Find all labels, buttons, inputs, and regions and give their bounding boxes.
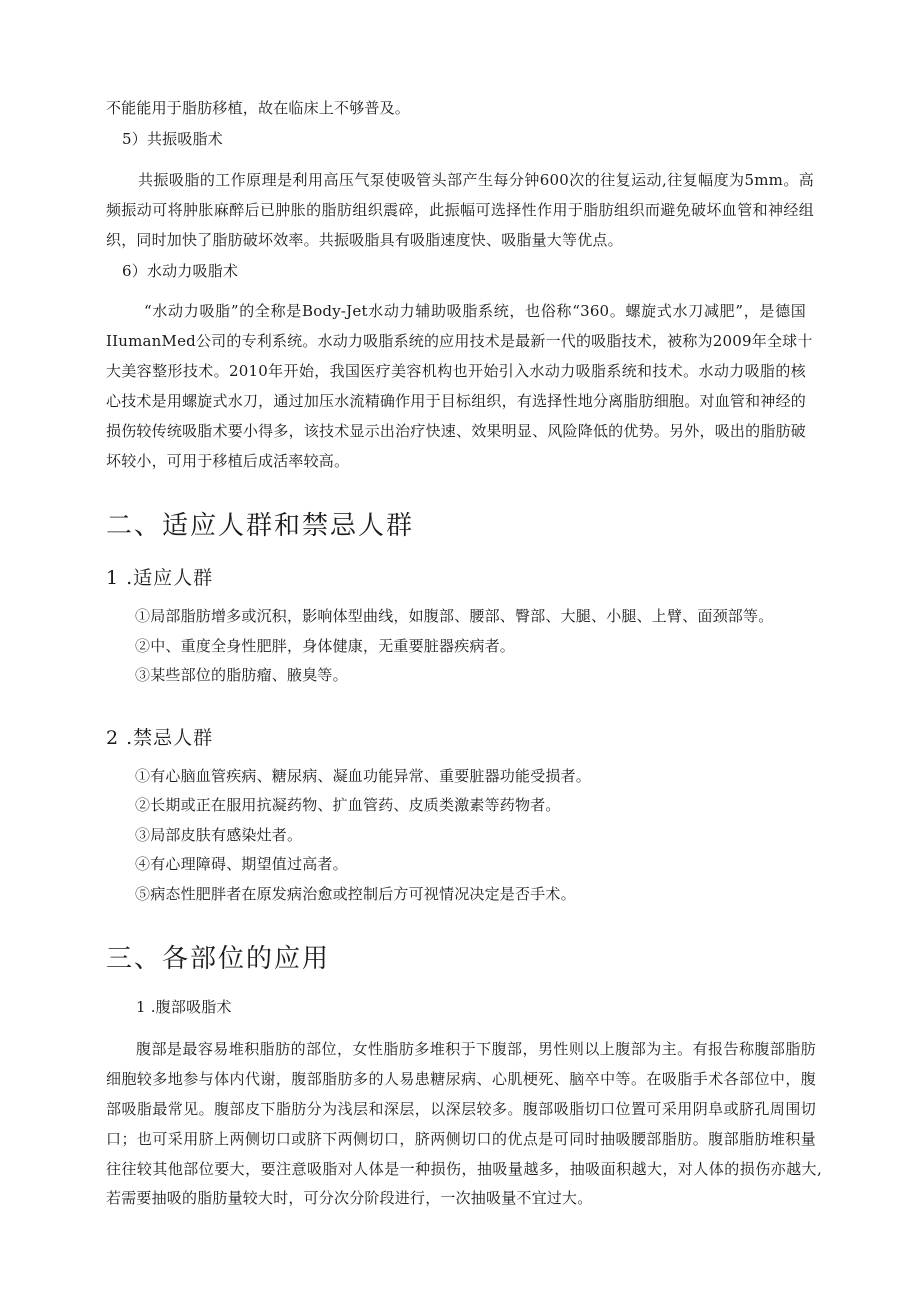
paragraph-line: 织，同时加快了脂肪破坏效率。共振吸脂具有吸脂速度快、吸脂量大等优点。: [106, 231, 623, 249]
paragraph-line: 口；也可采用脐上两侧切口或脐下两侧切口，脐两侧切口的优点是可同时抽吸腰部脂肪。腹部脂肪堆积量: [106, 1130, 816, 1148]
list-item: ①有心脑血管疾病、糖尿病、凝血功能异常、重要脏器功能受损者。: [135, 767, 592, 785]
list-item: ④有心理障碍、期望值过高者。: [135, 855, 348, 873]
paragraph-line: 坏较小，可用于移植后成活率较高。: [106, 452, 350, 470]
list-item: ①局部脂肪增多或沉积，影响体型曲线，如腹部、腰部、臀部、大腿、小腿、上臂、面颈部等。: [135, 607, 774, 625]
section-title: 三、各部位的应用: [106, 944, 331, 974]
paragraph-line: 细胞较多地参与体内代谢，腹部脂肪多的人易患糖尿病、心肌梗死、脑卒中等。在吸脂手术各部位中，腹: [106, 1070, 816, 1088]
subsection-heading-indications: 1 .适应人群: [106, 567, 214, 589]
paragraph-line: 频振动可将肿胀麻醉后已肿胀的脂肪组织震碎，此振幅可选择性作用于脂肪组织而避免破坏血管和神经组: [106, 201, 814, 219]
paragraph-line: 大美容整形技术。2010年开始，我国医疗美容机构也开始引入水动力吸脂系统和技术。水动力吸脂的核: [106, 362, 806, 380]
paragraph-line: 若需要抽吸的脂肪量较大时，可分次分阶段进行，一次抽吸量不宜过大。: [106, 1189, 593, 1207]
paragraph-line: 心技术是用螺旋式水刀，通过加压水流精确作用于目标组织，有选择性地分离脂肪细胞。对血管和神经的: [106, 392, 806, 410]
paragraph-line: 共振吸脂的工作原理是利用高压气泵使吸管头部产生每分钟600次的往复运动,往复幅度为5mm。高: [138, 171, 814, 189]
subsection-heading-abdomen: 1 .腹部吸脂术: [136, 998, 232, 1016]
section-title: 二、适应人群和禁忌人群: [106, 511, 415, 541]
paragraph-line: “水动力吸脂”的全称是Body-Jet水动力辅助吸脂系统，也俗称“360。螺旋式水刀减肥”，是德国: [144, 302, 806, 320]
paragraph-line: 腹部是最容易堆积脂肪的部位，女性脂肪多堆积于下腹部，男性则以上腹部为主。有报告称腹部脂肪: [136, 1040, 816, 1058]
paragraph-line: IIumanMed公司的专利系统。水动力吸脂系统的应用技术是最新一代的吸脂技术，被称为2009年全球十: [106, 332, 813, 350]
list-item: ③某些部位的脂肪瘤、腋臭等。: [135, 666, 348, 684]
paragraph-tail: 不能能用于脂肪移植，故在临床上不够普及。: [106, 99, 411, 117]
paragraph-line: 损伤较传统吸脂术要小得多，该技术显示出治疗快速、效果明显、风险降低的优势。另外，吸出的脂肪破: [106, 422, 806, 440]
paragraph-line: 往往较其他部位要大，要注意吸脂对人体是一种损伤，抽吸量越多，抽吸面积越大，对人体的损伤亦越大,: [106, 1160, 822, 1178]
subsection-heading-resonance: 5）共振吸脂术: [122, 130, 223, 148]
list-item: ③局部皮肤有感染灶者。: [135, 826, 303, 844]
subsection-heading-contraindications: 2 .禁忌人群: [106, 727, 214, 749]
list-item: ⑤病态性肥胖者在原发病治愈或控制后方可视情况决定是否手术。: [135, 885, 576, 903]
list-item: ②中、重度全身性肥胖，身体健康，无重要脏器疾病者。: [135, 637, 516, 655]
subsection-heading-waterjet: 6）水动力吸脂术: [122, 262, 239, 280]
list-item: ②长期或正在服用抗凝药物、扩血管药、皮质类激素等药物者。: [135, 796, 561, 814]
paragraph-line: 部吸脂最常见。腹部皮下脂肪分为浅层和深层，以深层较多。腹部吸脂切口位置可采用阴阜或脐孔周围切: [106, 1100, 816, 1118]
